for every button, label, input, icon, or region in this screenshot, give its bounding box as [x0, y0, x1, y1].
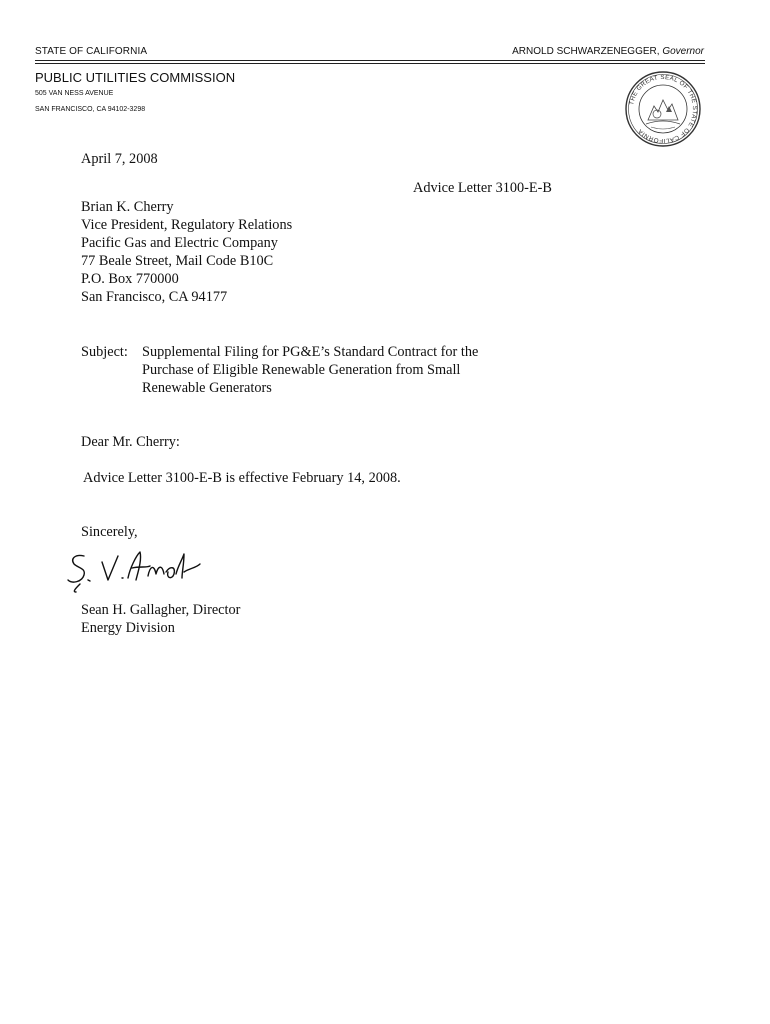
- agency-address-line-2: SAN FRANCISCO, CA 94102-3298: [35, 106, 146, 113]
- subject-line-2: Purchase of Eligible Renewable Generation from Small: [142, 362, 461, 378]
- header-state: STATE OF CALIFORNIA: [35, 46, 148, 57]
- letter-body: Advice Letter 3100-E-B is effective February 14, 2008.: [83, 470, 401, 486]
- handwritten-signature-icon: [58, 542, 208, 594]
- letter-date: April 7, 2008: [81, 151, 158, 167]
- salutation: Dear Mr. Cherry:: [81, 434, 180, 450]
- advice-letter-reference: Advice Letter 3100-E-B: [413, 180, 552, 196]
- subject-line-1: Supplemental Filing for PG&E’s Standard Contract for the: [142, 344, 479, 360]
- closing: Sincerely,: [81, 524, 138, 540]
- recipient-city: San Francisco, CA 94177: [81, 289, 228, 305]
- header-rule-thick: [35, 60, 705, 61]
- agency-address-line-1: 505 VAN NESS AVENUE: [35, 90, 114, 97]
- agency-name: PUBLIC UTILITIES COMMISSION: [35, 70, 236, 85]
- governor-name: ARNOLD SCHWARZENEGGER,: [512, 46, 660, 57]
- recipient-name: Brian K. Cherry: [81, 199, 174, 215]
- seal-text: THE GREAT SEAL OF THE STATE OF CALIFORNIA: [628, 73, 699, 145]
- subject-text: [142, 343, 478, 397]
- header-governor: [512, 46, 704, 57]
- state-seal-icon: [624, 70, 702, 148]
- signer-division: Energy Division: [81, 620, 175, 636]
- recipient-po-box: P.O. Box 770000: [81, 271, 179, 287]
- recipient-company: Pacific Gas and Electric Company: [81, 235, 278, 251]
- header-rule-thin: [35, 63, 705, 64]
- signer-name: Sean H. Gallagher, Director: [81, 602, 241, 618]
- subject-label: Subject:: [81, 344, 128, 360]
- subject-line-3: Renewable Generators: [142, 380, 272, 396]
- recipient-address-block: [81, 198, 292, 306]
- governor-title: Governor: [662, 46, 704, 57]
- recipient-title: Vice President, Regulatory Relations: [81, 217, 293, 233]
- recipient-street: 77 Beale Street, Mail Code B10C: [81, 253, 274, 269]
